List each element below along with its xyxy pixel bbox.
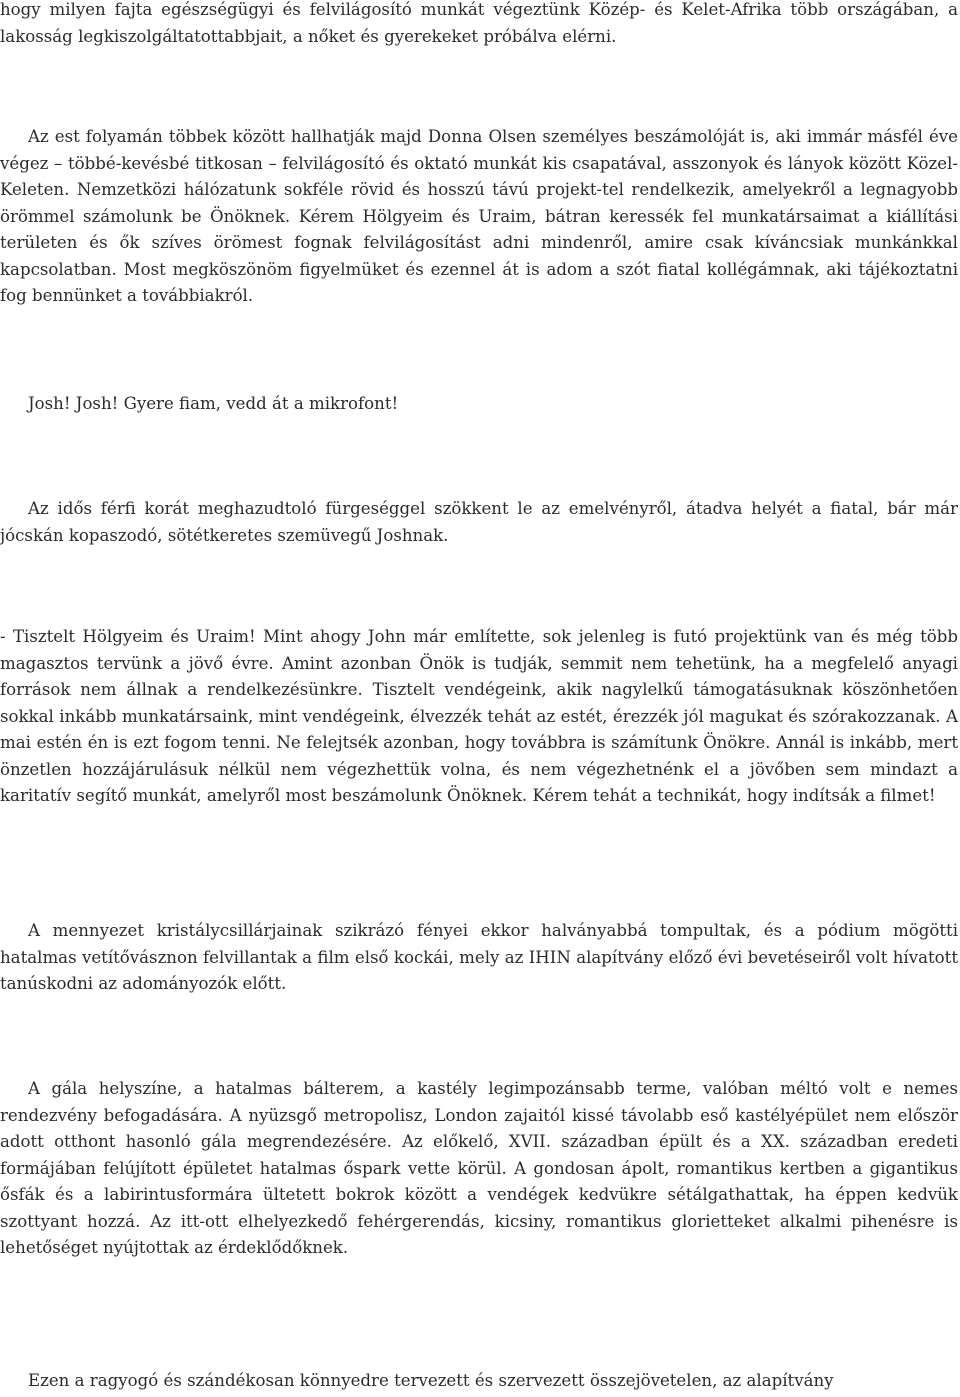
paragraph-7: A gála helyszíne, a hatalmas bálterem, a kastély legimpozánsabb terme, valóban méltó volt e nemes rendezvény befogadására. A nyüzsgő metropolisz, London zajaitól kissé távolabb eső kastélyépület nem először adott otthont hasonló gála megrendezésére. Az előkelő, XVII. században épült és a XX. században eredeti formájában felújított épületet hatalmas őspark vette körül. A gondosan ápolt, romantikus kertben a gigantikus ősfák és a labirintusformára ültetett bokrok között a vendégek kedvükre sétálgathattak, ha éppen kedvük szottyant hozzá. Az itt-ott elhelyezkedő fehérgerendás, kicsiny, romantikus glorietteket alkalmi pihenésre is lehetőséget nyújtottak az érdeklődőknek. [0,1079,958,1257]
paragraph-8: Ezen a ragyogó és szándékosan könnyedre tervezett és szervezett összejövetelen, az alapítvány [28,1371,834,1390]
paragraph-5: - Tisztelt Hölgyeim és Uraim! Mint ahogy John már említette, sok jelenleg is futó projektünk van és még több magasztos tervünk a jövő évre. Amint azonban Önök is tudják, semmit nem tehetünk, ha a megfelelő anyagi források nem állnak a rendelkezésünkre. Tisztelt vendégeink, akik nagylelkű támogatásuknak köszönhetően sokkal inkább munkatársaink, mint vendégeink, élvezzék tehát az estét, érezzék jól magukat és szórakozzanak. A mai estén én is ezt fogom tenni. Ne felejtsék azonban, hogy továbbra is számítunk Önökre. Annál is inkább, mert önzetlen hozzájárulásuk nélkül nem végezhettük volna, és nem végezhetnénk el a jövőben sem mindazt a karitatív segítő munkát, amelyről most beszámolunk Önöknek. Kérem tehát a technikát, hogy indítsák a filmet! [0,627,958,805]
paragraph-3: Josh! Josh! Gyere fiam, vedd át a mikrofont! [28,394,399,413]
paragraph-1: hogy milyen fajta egészségügyi és felvilágosító munkát végeztünk Közép- és Kelet-Afrika több országában, a lakosság legkiszolgáltatottabbjait, a nőket és gyerekeket próbálva elérni. [0,0,958,46]
paragraph-4: Az idős férfi korát meghazudtoló fürgeséggel szökkent le az emelvényről, átadva helyét a fiatal, bár már jócskán kopaszodó, sötétkeretes szemüvegű Joshnak. [0,499,958,545]
paragraph-2: Az est folyamán többek között hallhatják majd Donna Olsen személyes beszámolóját is, aki immár másfél éve végez – többé-kevésbé titkosan – felvilágosító és oktató munkát kis csapatával, asszonyok és lányok között Közel- Keleten. Nemzetközi hálózatunk sokféle rövid és hosszú távú projekt-tel rendelkezik, amelyekről a legnagyobb örömmel számolunk be Önöknek. Kérem Hölgyeim és Uraim, bátran keressék fel munkatársaimat a kiállítási területen és ők szíves örömest fognak felvilágosítást adni mindenről, amire csak kíváncsiak munkánkkal kapcsolatban. Most megköszönöm figyelmüket és ezennel át is adom a szót fiatal kollégámnak, aki tájékoztatni fog bennünket a továbbiakról. [0,127,958,305]
paragraph-6: A mennyezet kristálycsillárjainak szikrázó fényei ekkor halványabbá tompultak, és a pódium mögötti hatalmas vetítővásznon felvillantak a film első kockái, mely az IHIN alapítvány előző évi bevetéseiről volt hívatott tanúskodni az adományozók előtt. [0,921,958,993]
